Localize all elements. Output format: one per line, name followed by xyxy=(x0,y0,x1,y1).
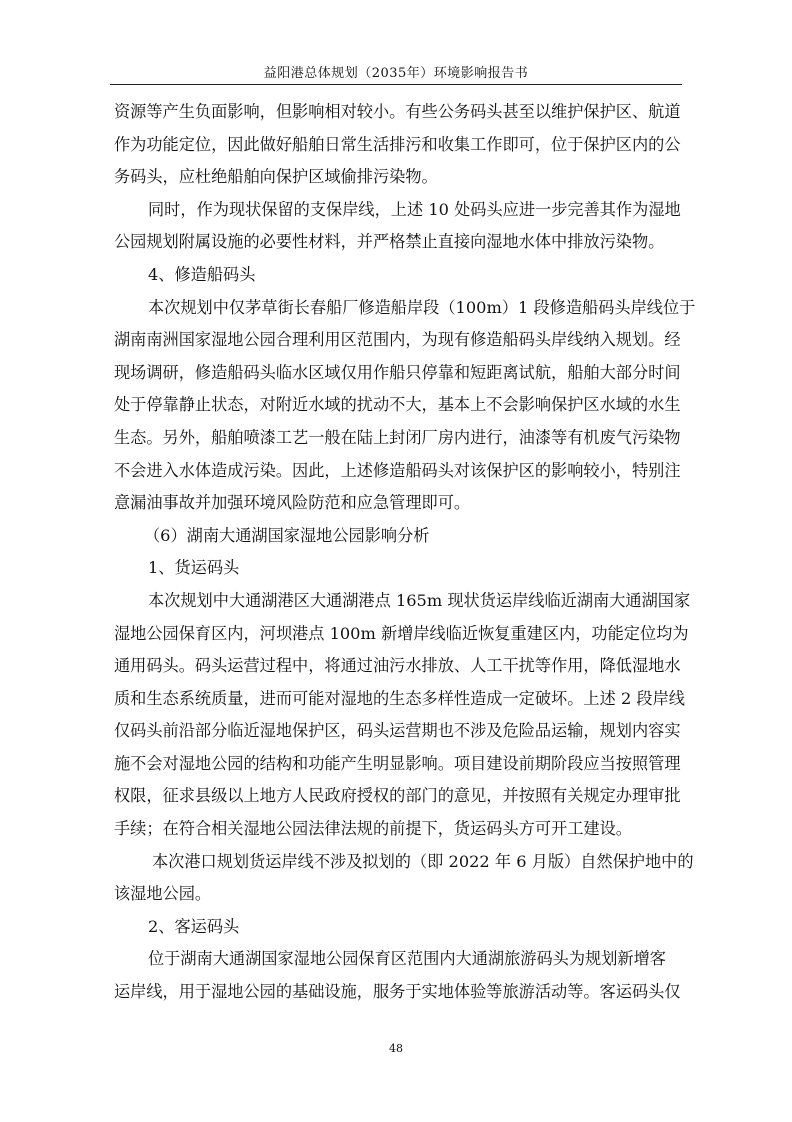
text-line: 务码头，应杜绝船舶向保护区域偷排污染物。 xyxy=(114,167,438,187)
section-heading: 1、货运码头 xyxy=(148,558,240,578)
text-line: 湖南南洲国家湿地公园合理利用区范围内，为现有修造船码头岸线纳入规划。经 xyxy=(114,330,681,350)
text-line: 生态。另外，船舶喷漆工艺一般在陆上封闭厂房内进行，油漆等有机废气污染物 xyxy=(114,427,681,447)
text-line: 湿地公园保育区内，河坝港点 100m 新增岸线临近恢复重建区内，功能定位均为 xyxy=(114,623,689,643)
text-line: 本次规划中大通湖港区大通湖港点 165m 现状货运岸线临近湖南大通湖国家 xyxy=(148,590,691,610)
running-header: 益阳港总体规划（2035年）环境影响报告书 xyxy=(263,66,529,81)
text-line: 运岸线，用于湿地公园的基础设施，服务于实地体验等旅游活动等。客运码头仅 xyxy=(114,982,681,1002)
text-line: 公园规划附属设施的必要性材料，并严格禁止直接向湿地水体中排放污染物。 xyxy=(114,232,665,252)
text-line: 资源等产生负面影响，但影响相对较小。有些公务码头甚至以维护保护区、航道 xyxy=(114,102,681,121)
text-line: 现场调研，修造船码头临水区域仅用作船只停靠和短距离试航，船舶大部分时间 xyxy=(114,362,681,382)
text-line: 施不会对湿地公园的结构和功能产生明显影响。项目建设前期阶段应当按照管理 xyxy=(114,753,681,773)
text-line: 仅码头前沿部分临近湿地保护区，码头运营期也不涉及危险品运输，规划内容实 xyxy=(114,721,681,741)
text-line: 处于停靠静止状态，对附近水域的扰动不大，基本上不会影响保护区水域的水生 xyxy=(114,395,681,415)
page-number: 48 xyxy=(389,1042,403,1055)
text-line: 该湿地公园。 xyxy=(114,884,212,904)
text-line: 作为功能定位，因此做好船舶日常生活排污和收集工作即可，位于保护区内的公 xyxy=(114,134,681,154)
text-line: 手续；在符合相关湿地公园法律法规的前提下，货运码头方可开工建设。 xyxy=(114,819,632,839)
text-line: 本次规划中仅茅草街长春船厂修造船岸段（100m）1 段修造船码头岸线位于 xyxy=(148,297,696,317)
text-line: 本次港口规划货运岸线不涉及拟划的（即 2022 年 6 月版）自然保护地中的 xyxy=(152,851,694,871)
document-body xyxy=(114,96,696,1009)
text-line: 不会进入水体造成污染。因此，上述修造船码头对该保护区的影响较小，特别注 xyxy=(114,460,681,480)
section-heading: 2、客运码头 xyxy=(148,916,240,936)
section-heading: （6）湖南大通湖国家湿地公园影响分析 xyxy=(144,525,430,545)
section-heading: 4、修造船码头 xyxy=(148,264,256,284)
text-line: 通用码头。码头运营过程中，将通过油污水排放、人工干扰等作用，降低湿地水 xyxy=(114,656,681,676)
text-line: 同时，作为现状保留的支保岸线，上述 10 处码头应进一步完善其作为湿地 xyxy=(148,199,681,219)
header-rule xyxy=(110,84,682,85)
text-line: 意漏油事故并加强环境风险防范和应急管理即可。 xyxy=(114,493,471,513)
text-line: 质和生态系统质量，进而可能对湿地的生态多样性造成一定破坏。上述 2 段岸线 xyxy=(114,688,685,708)
text-line: 位于湖南大通湖国家湿地公园保育区范围内大通湖旅游码头为规划新增客 xyxy=(148,949,666,969)
text-line: 权限，征求县级以上地方人民政府授权的部门的意见，并按照有关规定办理审批 xyxy=(114,786,681,806)
